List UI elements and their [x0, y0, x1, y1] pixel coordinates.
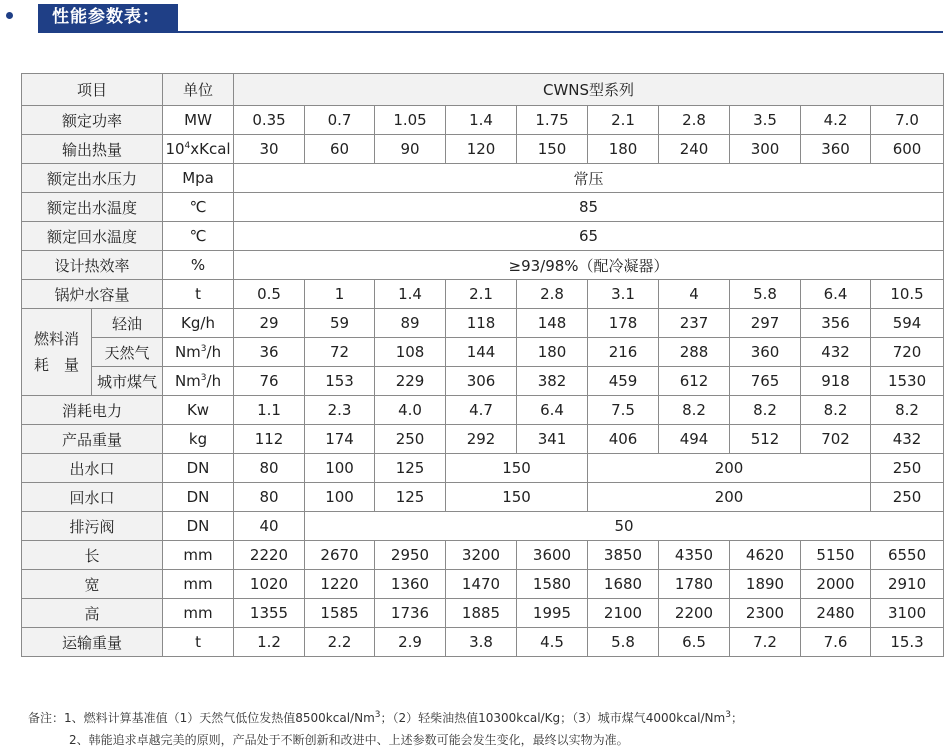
row-label: 锅炉水容量 — [22, 280, 163, 309]
value-cell: 1530 — [871, 367, 944, 396]
row-label: 额定功率 — [22, 106, 163, 135]
table-row — [22, 454, 944, 483]
value-cell: 1.2 — [234, 628, 305, 657]
value-cell: 80 — [234, 483, 305, 512]
fuel-type-label: 轻油 — [92, 309, 163, 338]
value-cell: 72 — [305, 338, 375, 367]
value-cell: 3100 — [871, 599, 944, 628]
unit-cell: mm — [163, 541, 234, 570]
value-cell: 1585 — [305, 599, 375, 628]
value-cell: 76 — [234, 367, 305, 396]
value-cell: 600 — [871, 135, 944, 164]
unit-cell: kg — [163, 425, 234, 454]
value-cell: ≥93/98%（配冷凝器） — [234, 251, 944, 280]
value-cell: 1885 — [446, 599, 517, 628]
value-cell: 4 — [659, 280, 730, 309]
row-label: 出水口 — [22, 454, 163, 483]
value-cell: 常压 — [234, 164, 944, 193]
value-cell: 144 — [446, 338, 517, 367]
value-cell: 2.1 — [588, 106, 659, 135]
table-row — [22, 570, 944, 599]
value-cell: 1.05 — [375, 106, 446, 135]
value-cell: 1.4 — [446, 106, 517, 135]
header-series: CWNS型系列 — [234, 74, 944, 106]
value-cell: 1355 — [234, 599, 305, 628]
unit-cell: t — [163, 280, 234, 309]
value-cell: 1780 — [659, 570, 730, 599]
unit-cell: ℃ — [163, 222, 234, 251]
value-cell: 200 — [588, 454, 871, 483]
value-cell: 8.2 — [659, 396, 730, 425]
value-cell: 150 — [517, 135, 588, 164]
value-cell: 29 — [234, 309, 305, 338]
value-cell: 6.4 — [517, 396, 588, 425]
value-cell: 512 — [730, 425, 801, 454]
value-cell: 216 — [588, 338, 659, 367]
note-line-2: 2、韩能追求卓越完美的原则，产品处于不断创新和改进中、上述参数可能会发生变化，最终以实物为准。 — [69, 733, 629, 747]
value-cell: 250 — [871, 454, 944, 483]
value-cell: 85 — [234, 193, 944, 222]
header-unit: 单位 — [163, 74, 234, 106]
row-label: 额定回水温度 — [22, 222, 163, 251]
value-cell: 0.7 — [305, 106, 375, 135]
notes — [28, 707, 743, 751]
value-cell: 2670 — [305, 541, 375, 570]
fuel-consumption-label: 燃料消耗 量 — [22, 309, 92, 396]
table-row — [22, 309, 944, 338]
value-cell: 1020 — [234, 570, 305, 599]
unit-cell: DN — [163, 454, 234, 483]
value-cell: 174 — [305, 425, 375, 454]
value-cell: 341 — [517, 425, 588, 454]
unit-suffix: /h — [206, 372, 222, 390]
value-cell: 229 — [375, 367, 446, 396]
value-cell: 120 — [446, 135, 517, 164]
value-cell: 8.2 — [730, 396, 801, 425]
value-cell: 288 — [659, 338, 730, 367]
value-cell: 125 — [375, 454, 446, 483]
table-row — [22, 251, 944, 280]
value-cell: 2950 — [375, 541, 446, 570]
value-cell: 1220 — [305, 570, 375, 599]
value-cell: 306 — [446, 367, 517, 396]
value-cell: 918 — [801, 367, 871, 396]
value-cell: 4350 — [659, 541, 730, 570]
value-cell: 594 — [871, 309, 944, 338]
value-cell: 356 — [801, 309, 871, 338]
table-row — [22, 512, 944, 541]
table-row — [22, 106, 944, 135]
table-row — [22, 222, 944, 251]
table-row — [22, 164, 944, 193]
value-cell: 250 — [375, 425, 446, 454]
value-cell: 36 — [234, 338, 305, 367]
unit-cell: ℃ — [163, 193, 234, 222]
value-cell: 2.3 — [305, 396, 375, 425]
note-1a: 备注：1、燃料计算基准值（1）天然气低位发热值8500kcal/Nm — [28, 711, 375, 725]
value-cell: 65 — [234, 222, 944, 251]
unit-cell — [163, 338, 234, 367]
unit-cell: Kw — [163, 396, 234, 425]
value-cell: 1 — [305, 280, 375, 309]
value-cell: 180 — [517, 338, 588, 367]
value-cell: 3850 — [588, 541, 659, 570]
value-cell: 4620 — [730, 541, 801, 570]
row-label: 输出热量 — [22, 135, 163, 164]
value-cell: 0.35 — [234, 106, 305, 135]
section-header — [0, 0, 945, 34]
note-sup-1: 3 — [374, 710, 381, 720]
value-cell: 80 — [234, 454, 305, 483]
table-row — [22, 338, 944, 367]
value-cell: 6550 — [871, 541, 944, 570]
value-cell: 6.4 — [801, 280, 871, 309]
unit-cell: t — [163, 628, 234, 657]
value-cell: 406 — [588, 425, 659, 454]
value-cell: 2.8 — [517, 280, 588, 309]
note-line-1 — [28, 707, 743, 729]
value-cell: 1.75 — [517, 106, 588, 135]
value-cell: 2.1 — [446, 280, 517, 309]
unit-base: Nm — [174, 372, 201, 390]
table-row — [22, 193, 944, 222]
unit-suffix: xKcal — [190, 140, 231, 158]
value-cell: 1.4 — [375, 280, 446, 309]
value-cell: 2100 — [588, 599, 659, 628]
unit-superscript: 3 — [200, 373, 207, 383]
note-1b: ；（2）轻柴油热值10300kcal/Kg；（3）城市煤气4000kcal/Nm — [380, 711, 726, 725]
unit-cell: DN — [163, 512, 234, 541]
note-sup-2: 3 — [725, 710, 731, 720]
value-cell: 30 — [234, 135, 305, 164]
value-cell: 150 — [446, 454, 588, 483]
row-label: 高 — [22, 599, 163, 628]
unit-cell: % — [163, 251, 234, 280]
value-cell: 200 — [588, 483, 871, 512]
table-row — [22, 135, 944, 164]
value-cell: 8.2 — [871, 396, 944, 425]
value-cell: 59 — [305, 309, 375, 338]
table-row — [22, 483, 944, 512]
unit-base: Nm — [174, 343, 201, 361]
value-cell: 153 — [305, 367, 375, 396]
value-cell: 178 — [588, 309, 659, 338]
value-cell: 432 — [871, 425, 944, 454]
value-cell: 118 — [446, 309, 517, 338]
value-cell: 150 — [446, 483, 588, 512]
value-cell: 4.2 — [801, 106, 871, 135]
value-cell: 1736 — [375, 599, 446, 628]
table-row — [22, 628, 944, 657]
value-cell: 297 — [730, 309, 801, 338]
value-cell: 2480 — [801, 599, 871, 628]
row-label: 额定出水压力 — [22, 164, 163, 193]
unit-cell: mm — [163, 570, 234, 599]
value-cell: 7.0 — [871, 106, 944, 135]
value-cell: 60 — [305, 135, 375, 164]
unit-cell: Mpa — [163, 164, 234, 193]
unit-cell — [163, 367, 234, 396]
row-label: 产品重量 — [22, 425, 163, 454]
row-label: 宽 — [22, 570, 163, 599]
value-cell: 3600 — [517, 541, 588, 570]
value-cell: 1995 — [517, 599, 588, 628]
table-row — [22, 541, 944, 570]
row-label: 长 — [22, 541, 163, 570]
value-cell: 2220 — [234, 541, 305, 570]
value-cell: 292 — [446, 425, 517, 454]
value-cell: 1.1 — [234, 396, 305, 425]
unit-base: 10 — [165, 140, 185, 158]
fuel-type-label: 城市煤气 — [92, 367, 163, 396]
row-label: 额定出水温度 — [22, 193, 163, 222]
value-cell: 3.5 — [730, 106, 801, 135]
value-cell: 612 — [659, 367, 730, 396]
unit-cell: Kg/h — [163, 309, 234, 338]
unit-superscript: 3 — [200, 344, 207, 354]
value-cell: 125 — [375, 483, 446, 512]
value-cell: 250 — [871, 483, 944, 512]
value-cell: 6.5 — [659, 628, 730, 657]
section-title: 性能参数表： — [38, 4, 178, 31]
value-cell: 5150 — [801, 541, 871, 570]
value-cell: 180 — [588, 135, 659, 164]
value-cell: 702 — [801, 425, 871, 454]
value-cell: 459 — [588, 367, 659, 396]
unit-suffix: /h — [206, 343, 222, 361]
value-cell: 3.8 — [446, 628, 517, 657]
spec-table — [21, 73, 944, 657]
value-cell: 4.0 — [375, 396, 446, 425]
fuel-type-label: 天然气 — [92, 338, 163, 367]
table-row — [22, 367, 944, 396]
value-cell: 2.8 — [659, 106, 730, 135]
value-cell: 2000 — [801, 570, 871, 599]
value-cell: 432 — [801, 338, 871, 367]
header-item: 项目 — [22, 74, 163, 106]
row-label: 回水口 — [22, 483, 163, 512]
header-underline — [38, 31, 943, 33]
value-cell: 40 — [234, 512, 305, 541]
row-label: 消耗电力 — [22, 396, 163, 425]
value-cell: 148 — [517, 309, 588, 338]
value-cell: 720 — [871, 338, 944, 367]
value-cell: 89 — [375, 309, 446, 338]
value-cell: 0.5 — [234, 280, 305, 309]
value-cell: 100 — [305, 454, 375, 483]
value-cell: 7.6 — [801, 628, 871, 657]
value-cell: 1890 — [730, 570, 801, 599]
value-cell: 1680 — [588, 570, 659, 599]
row-label: 运输重量 — [22, 628, 163, 657]
table-row — [22, 599, 944, 628]
value-cell: 240 — [659, 135, 730, 164]
value-cell: 3200 — [446, 541, 517, 570]
value-cell: 2.9 — [375, 628, 446, 657]
value-cell: 360 — [801, 135, 871, 164]
value-cell: 8.2 — [801, 396, 871, 425]
unit-cell — [163, 135, 234, 164]
value-cell: 4.5 — [517, 628, 588, 657]
note-1c: ； — [730, 711, 743, 725]
value-cell: 10.5 — [871, 280, 944, 309]
table-header-row — [22, 74, 944, 106]
value-cell: 494 — [659, 425, 730, 454]
value-cell: 1580 — [517, 570, 588, 599]
value-cell: 2910 — [871, 570, 944, 599]
table-row — [22, 280, 944, 309]
value-cell: 1360 — [375, 570, 446, 599]
value-cell: 5.8 — [730, 280, 801, 309]
value-cell: 108 — [375, 338, 446, 367]
table-row — [22, 396, 944, 425]
unit-superscript: 4 — [184, 141, 191, 151]
unit-cell: DN — [163, 483, 234, 512]
value-cell: 2.2 — [305, 628, 375, 657]
value-cell: 7.5 — [588, 396, 659, 425]
value-cell: 237 — [659, 309, 730, 338]
unit-cell: mm — [163, 599, 234, 628]
value-cell: 7.2 — [730, 628, 801, 657]
value-cell: 360 — [730, 338, 801, 367]
value-cell: 2300 — [730, 599, 801, 628]
value-cell: 90 — [375, 135, 446, 164]
row-label: 排污阀 — [22, 512, 163, 541]
value-cell: 15.3 — [871, 628, 944, 657]
value-cell: 112 — [234, 425, 305, 454]
value-cell: 5.8 — [588, 628, 659, 657]
unit-cell: MW — [163, 106, 234, 135]
bullet-dot-icon — [6, 12, 13, 19]
table-row — [22, 425, 944, 454]
value-cell: 2200 — [659, 599, 730, 628]
value-cell: 765 — [730, 367, 801, 396]
value-cell: 1470 — [446, 570, 517, 599]
value-cell: 100 — [305, 483, 375, 512]
value-cell: 382 — [517, 367, 588, 396]
row-label: 设计热效率 — [22, 251, 163, 280]
value-cell: 50 — [305, 512, 944, 541]
value-cell: 300 — [730, 135, 801, 164]
value-cell: 3.1 — [588, 280, 659, 309]
value-cell: 4.7 — [446, 396, 517, 425]
